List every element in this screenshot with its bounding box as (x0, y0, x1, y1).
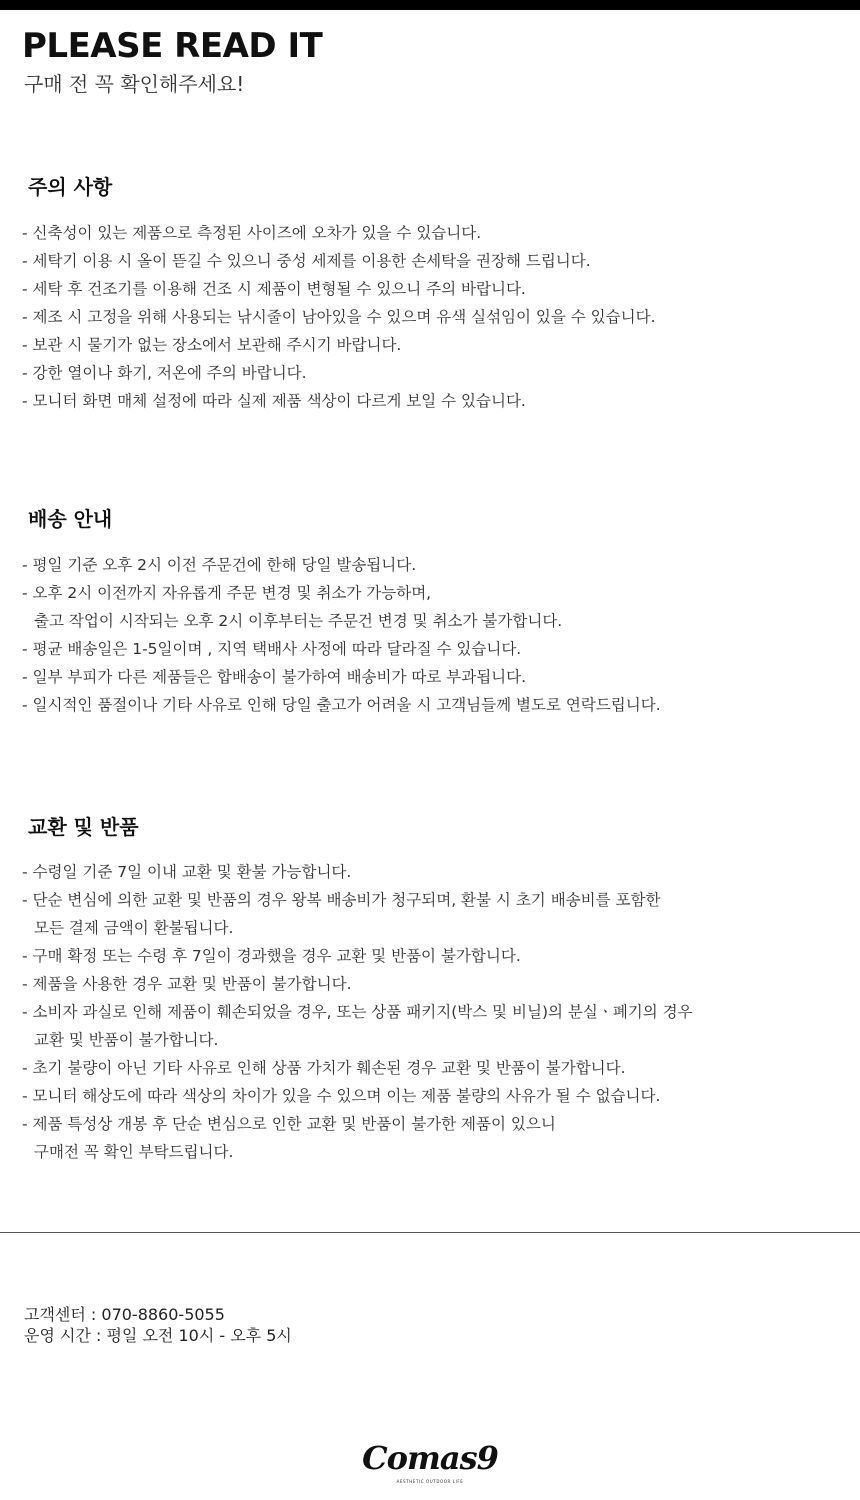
list-item-continuation: 모든 결제 금액이 환불됩니다. (34, 919, 234, 937)
list-item: - 초기 불량이 아닌 기타 사유로 인해 상품 가치가 훼손된 경우 교환 및 반품이 불가합니다. (22, 1059, 626, 1077)
list-item: - 세탁 후 건조기를 이용해 건조 시 제품이 변형될 수 있으니 주의 바랍니다. (22, 280, 526, 298)
list-item: - 제품을 사용한 경우 교환 및 반품이 불가합니다. (22, 975, 352, 993)
list-item: - 제조 시 고정을 위해 사용되는 낚시줄이 남아있을 수 있으며 유색 실섞임이 있을 수 있습니다. (22, 308, 656, 326)
list-item-continuation: 출고 작업이 시작되는 오후 2시 이후부터는 주문건 변경 및 취소가 불가합니다. (34, 612, 563, 630)
brand-tagline: AESTHETIC OUTDOOR LIFE (396, 1479, 464, 1484)
divider (0, 1232, 860, 1233)
list-item: - 제품 특성상 개봉 후 단순 변심으로 인한 교환 및 반품이 불가한 제품이 있으니 (22, 1115, 556, 1133)
contact-phone: 고객센터 : 070-8860-5055 (24, 1305, 225, 1324)
contact-info (24, 1304, 292, 1346)
returns-list (22, 858, 693, 1166)
section-title-shipping: 배송 안내 (28, 507, 113, 531)
list-item: - 단순 변심에 의한 교환 및 반품의 경우 왕복 배송비가 청구되며, 환불 시 초기 배송비를 포함한 (22, 891, 661, 909)
list-item: - 일시적인 품절이나 기타 사유로 인해 당일 출고가 어려울 시 고객님들께 별도로 연락드립니다. (22, 696, 661, 714)
section-title-caution: 주의 사항 (28, 175, 113, 199)
page-title: PLEASE READ IT (22, 26, 323, 66)
list-item: - 수령일 기준 7일 이내 교환 및 환불 가능합니다. (22, 863, 352, 881)
top-bar (0, 0, 860, 10)
section-title-returns: 교환 및 반품 (28, 815, 139, 839)
brand-logo-wordmark: Comas9 (362, 1439, 498, 1477)
list-item: - 세탁기 이용 시 올이 뜯길 수 있으니 중성 세제를 이용한 손세탁을 권장해 드립니다. (22, 252, 591, 270)
shipping-list (22, 551, 661, 719)
list-item: - 평균 배송일은 1-5일이며 , 지역 택배사 사정에 따라 달라질 수 있습니다. (22, 640, 522, 658)
list-item: - 모니터 해상도에 따라 색상의 차이가 있을 수 있으며 이는 제품 불량의 사유가 될 수 없습니다. (22, 1087, 661, 1105)
list-item: - 보관 시 물기가 없는 장소에서 보관해 주시기 바랍니다. (22, 336, 402, 354)
brand-logo (340, 1440, 520, 1490)
page-subtitle: 구매 전 꼭 확인해주세요! (24, 72, 245, 96)
list-item: - 모니터 화면 매체 설정에 따라 실제 제품 색상이 다르게 보일 수 있습니다. (22, 392, 526, 410)
list-item-continuation: 구매전 꼭 확인 부탁드립니다. (34, 1143, 234, 1161)
list-item: - 오후 2시 이전까지 자유롭게 주문 변경 및 취소가 가능하며, (22, 584, 432, 602)
list-item: - 일부 부피가 다른 제품들은 합배송이 불가하여 배송비가 따로 부과됩니다. (22, 668, 527, 686)
list-item: - 구매 확정 또는 수령 후 7일이 경과했을 경우 교환 및 반품이 불가합니다. (22, 947, 521, 965)
caution-list (22, 219, 656, 415)
list-item: - 평일 기준 오후 2시 이전 주문건에 한해 당일 발송됩니다. (22, 556, 417, 574)
list-item: - 소비자 과실로 인해 제품이 훼손되었을 경우, 또는 상품 패키지(박스 및 비닐)의 분실ㆍ폐기의 경우 (22, 1003, 693, 1021)
list-item: - 신축성이 있는 제품으로 측정된 사이즈에 오차가 있을 수 있습니다. (22, 224, 482, 242)
list-item-continuation: 교환 및 반품이 불가합니다. (34, 1031, 219, 1049)
list-item: - 강한 열이나 화기, 저온에 주의 바랍니다. (22, 364, 307, 382)
contact-hours: 운영 시간 : 평일 오전 10시 - 오후 5시 (24, 1326, 292, 1345)
